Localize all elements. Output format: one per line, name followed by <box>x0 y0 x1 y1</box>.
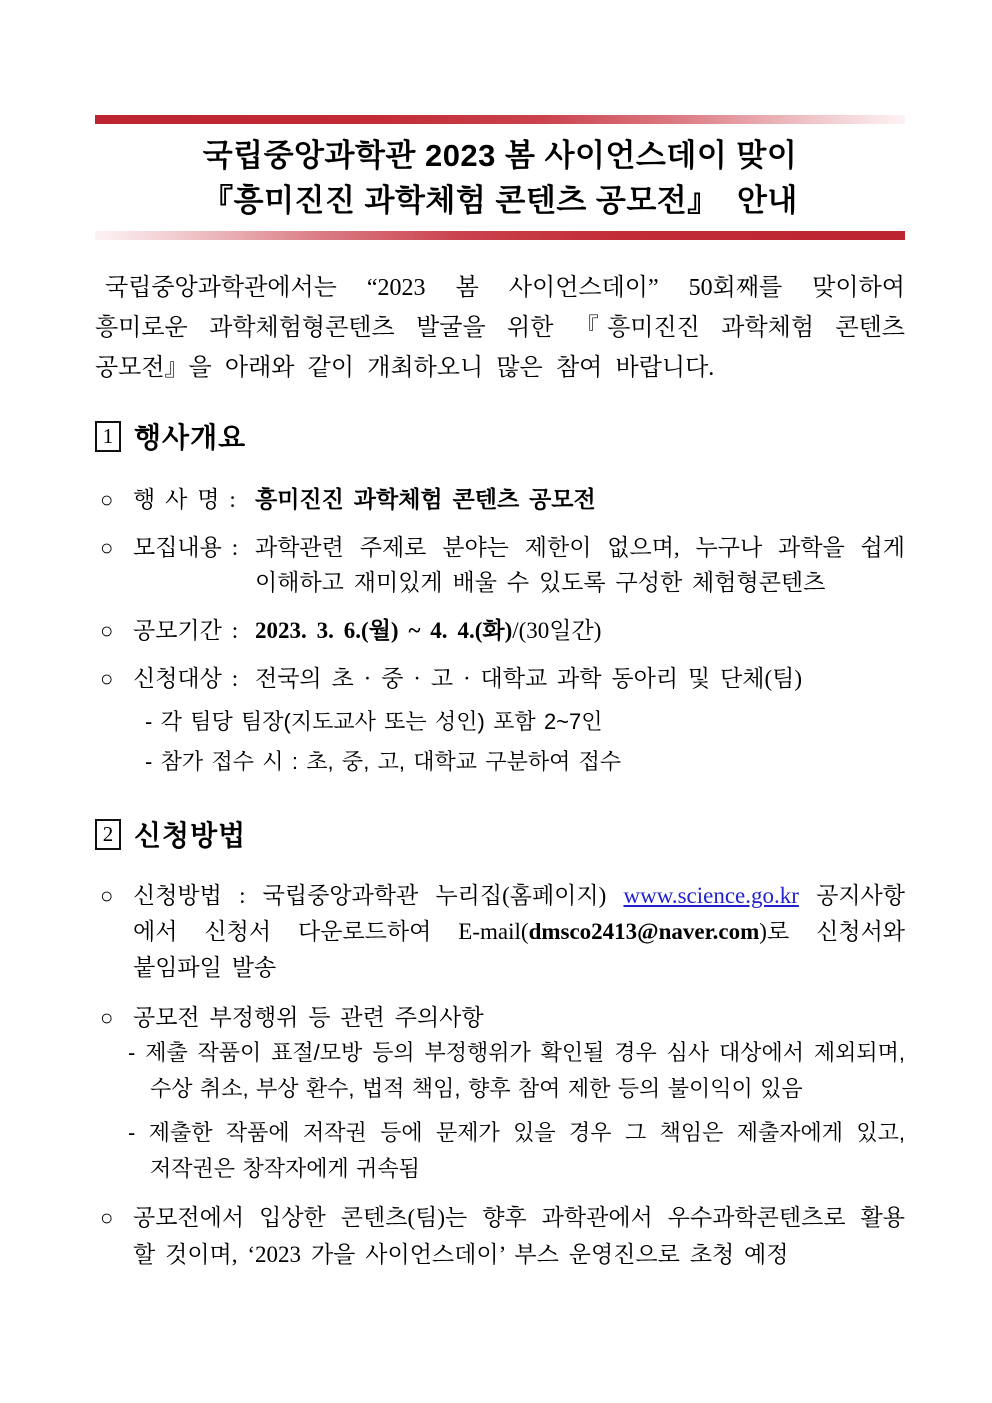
application-method-line: 붙임파일 발송 <box>133 955 277 980</box>
section-1-title: 행사개요 <box>134 422 247 453</box>
section-1-number-box: 1 <box>95 421 121 452</box>
document-title-line-2: 『흥미진진 과학체험 콘텐츠 공모전』 안내 <box>202 183 798 218</box>
award-use-line: 할 것이며, ‘2023 가을 사이언스데이’ 부스 운영진으로 초청 예정 <box>133 1242 789 1267</box>
contest-period-dates: 2023. 3. 6.(월) ~ 4. 4.(화) <box>255 618 513 643</box>
title-top-rule <box>95 115 905 124</box>
section-2-heading <box>95 814 905 854</box>
recruit-content-line: 과학관련 주제로 분야는 제한이 없으며, 누구나 과학을 쉽게 <box>255 535 905 560</box>
recruit-content-label: 모집내용 : <box>133 535 239 560</box>
recruit-content-item <box>100 530 905 600</box>
caution-sub-line: - 제출한 작품에 저작권 등에 문제가 있을 경우 그 책임은 제출자에게 있고, <box>128 1120 905 1145</box>
recruit-content-line: 이해하고 재미있게 배울 수 있도록 구성한 체험형콘텐츠 <box>255 570 826 595</box>
eligibility-sub-item: - 각 팀당 팀장(지도교사 또는 성인) 포함 2~7인 <box>145 709 603 734</box>
contest-period-item <box>100 613 905 648</box>
caution-sub-line: 수상 취소, 부상 환수, 법적 책임, 향후 참여 제한 등의 불이익이 있음 <box>150 1076 803 1101</box>
section-1-heading <box>95 416 905 456</box>
circle-bullet-icon: ○ <box>100 535 114 560</box>
document-title-line-1: 국립중앙과학관 2023 봄 사이언스데이 맞이 <box>202 138 798 173</box>
circle-bullet-icon: ○ <box>100 1005 114 1030</box>
caution-item <box>100 1000 905 1035</box>
contest-period-duration: /(30일간) <box>512 618 602 643</box>
application-method-text: 에서 신청서 다운로드하여 E-mail( <box>133 919 529 944</box>
eligibility-label: 신청대상 : <box>133 666 239 691</box>
circle-bullet-icon: ○ <box>100 618 114 643</box>
contest-period-label: 공모기간 : <box>133 618 239 643</box>
eligibility-sub-items <box>145 702 905 782</box>
application-method-line <box>133 914 905 950</box>
science-website-link[interactable]: www.science.go.kr <box>623 883 799 908</box>
caution-sub-line: - 제출 작품이 표절/모방 등의 부정행위가 확인될 경우 심사 대상에서 제외되며, <box>128 1040 905 1065</box>
section-1-items <box>100 482 905 782</box>
circle-bullet-icon: ○ <box>100 883 114 908</box>
application-method-item <box>100 878 905 986</box>
award-use-line: 공모전에서 입상한 콘텐츠(팀)는 향후 과학관에서 우수과학콘텐츠로 활용 <box>133 1205 905 1230</box>
caution-sub-items <box>128 1035 905 1187</box>
intro-paragraph <box>95 268 905 388</box>
caution-sub-line: 저작권은 창작자에게 귀속됨 <box>150 1156 420 1181</box>
circle-bullet-icon: ○ <box>100 1205 114 1230</box>
section-2-number-box: 2 <box>95 819 121 850</box>
application-method-text: 공지사항 <box>798 883 905 908</box>
title-bottom-rule <box>95 231 905 240</box>
caution-title: 공모전 부정행위 등 관련 주의사항 <box>133 1005 484 1030</box>
document-title <box>95 124 905 231</box>
intro-line: 국립중앙과학관에서는 “2023 봄 사이언스데이” 50회째를 맞이하여 <box>105 275 905 301</box>
intro-line: 공모전』을 아래와 같이 개최하오니 많은 참여 바랍니다. <box>95 355 715 381</box>
eligibility-sub-item: - 참가 접수 시 : 초, 중, 고, 대학교 구분하여 접수 <box>145 749 622 774</box>
circle-bullet-icon: ○ <box>100 666 114 691</box>
eligibility-value: 전국의 초 · 중 · 고 · 대학교 과학 동아리 및 단체(팀) <box>255 666 803 691</box>
event-name-item <box>100 482 905 517</box>
application-method-text: )로 신청서와 <box>759 919 905 944</box>
circle-bullet-icon: ○ <box>100 487 114 512</box>
application-method-text: 신청방법 : 국립중앙과학관 누리집(홈페이지) <box>133 883 624 908</box>
intro-line: 흥미로운 과학체험형콘텐츠 발굴을 위한 『흥미진진 과학체험 콘텐츠 <box>95 315 905 341</box>
section-2-title: 신청방법 <box>134 820 247 851</box>
section-2-items <box>100 878 905 1273</box>
contact-email: dmsco2413@naver.com <box>528 919 760 944</box>
event-name-value: 흥미진진 과학체험 콘텐츠 공모전 <box>255 487 596 512</box>
event-name-label: 행 사 명 : <box>133 487 236 512</box>
eligibility-item <box>100 661 905 696</box>
application-method-line <box>133 878 905 914</box>
award-use-item <box>100 1199 905 1273</box>
